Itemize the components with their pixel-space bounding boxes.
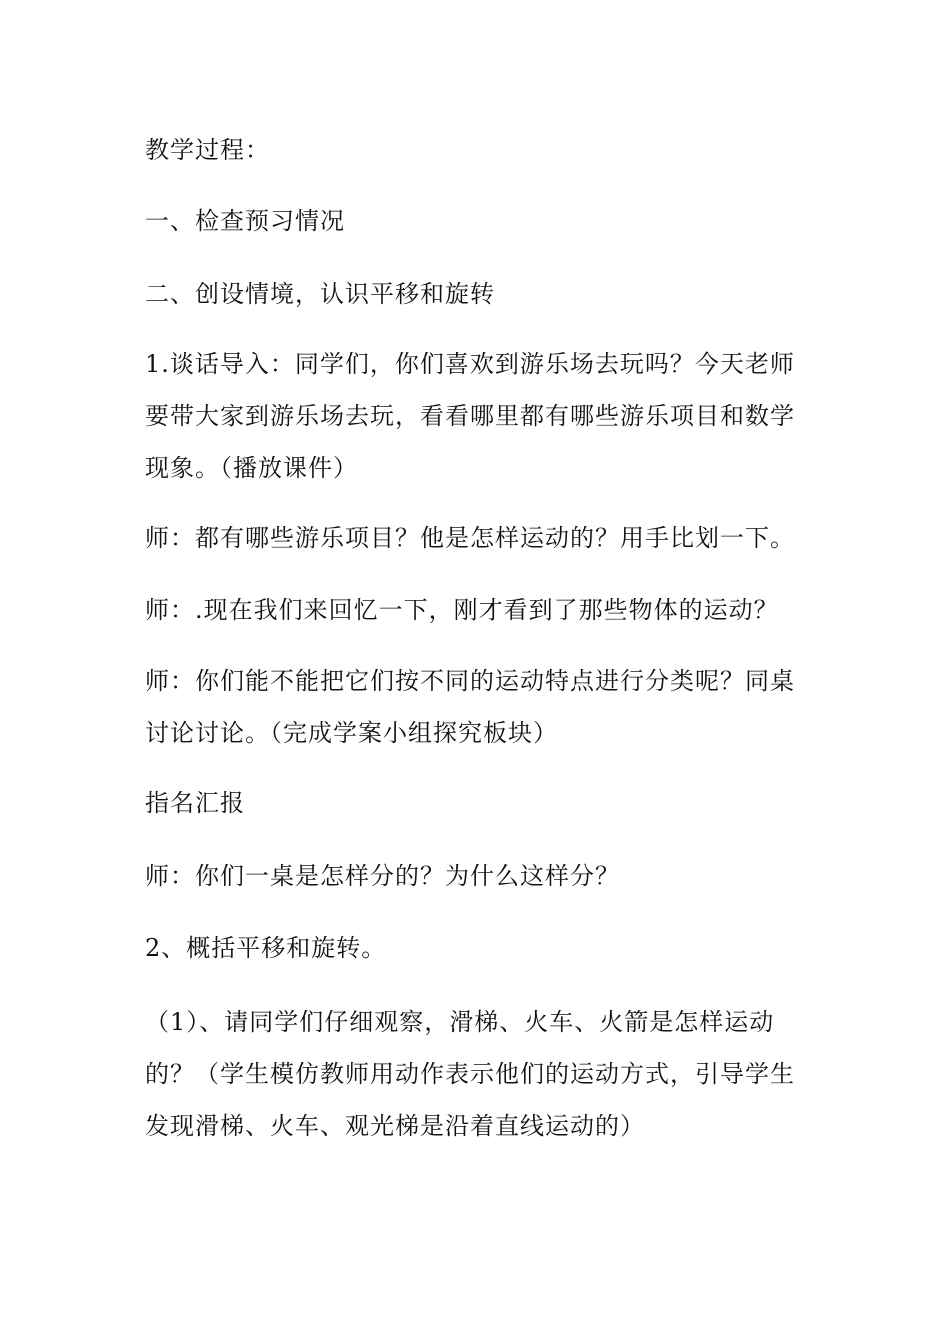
teacher-question-1: 师：都有哪些游乐项目？他是怎样运动的？用手比划一下。 (145, 524, 795, 552)
teacher-question-3: 师：你们能不能把它们按不同的运动特点进行分类呢？同桌讨论讨论。（完成学案小组探究板块） (145, 667, 795, 747)
step-create-situation: 二、创设情境，认识平移和旋转 (145, 280, 495, 308)
step-summarize: 2、概括平移和旋转。 (145, 934, 387, 962)
section-heading: 教学过程： (145, 136, 270, 164)
step-check-preview: 一、检查预习情况 (145, 207, 345, 235)
report-instruction: 指名汇报 (145, 789, 245, 817)
intro-paragraph: 1.谈话导入：同学们，你们喜欢到游乐场去玩吗？今天老师要带大家到游乐场去玩，看看哪里都有哪些游乐项目和数学现象。（播放课件） (145, 350, 795, 482)
teacher-question-4: 师：你们一桌是怎样分的？为什么这样分？ (145, 862, 620, 890)
observation-paragraph: （1）、请同学们仔细观察，滑梯、火车、火箭是怎样运动的？（学生模仿教师用动作表示他们的运动方式，引导学生发现滑梯、火车、观光梯是沿着直线运动的） (145, 1008, 795, 1140)
teacher-question-2: 师：.现在我们来回忆一下，刚才看到了那些物体的运动？ (145, 596, 779, 624)
